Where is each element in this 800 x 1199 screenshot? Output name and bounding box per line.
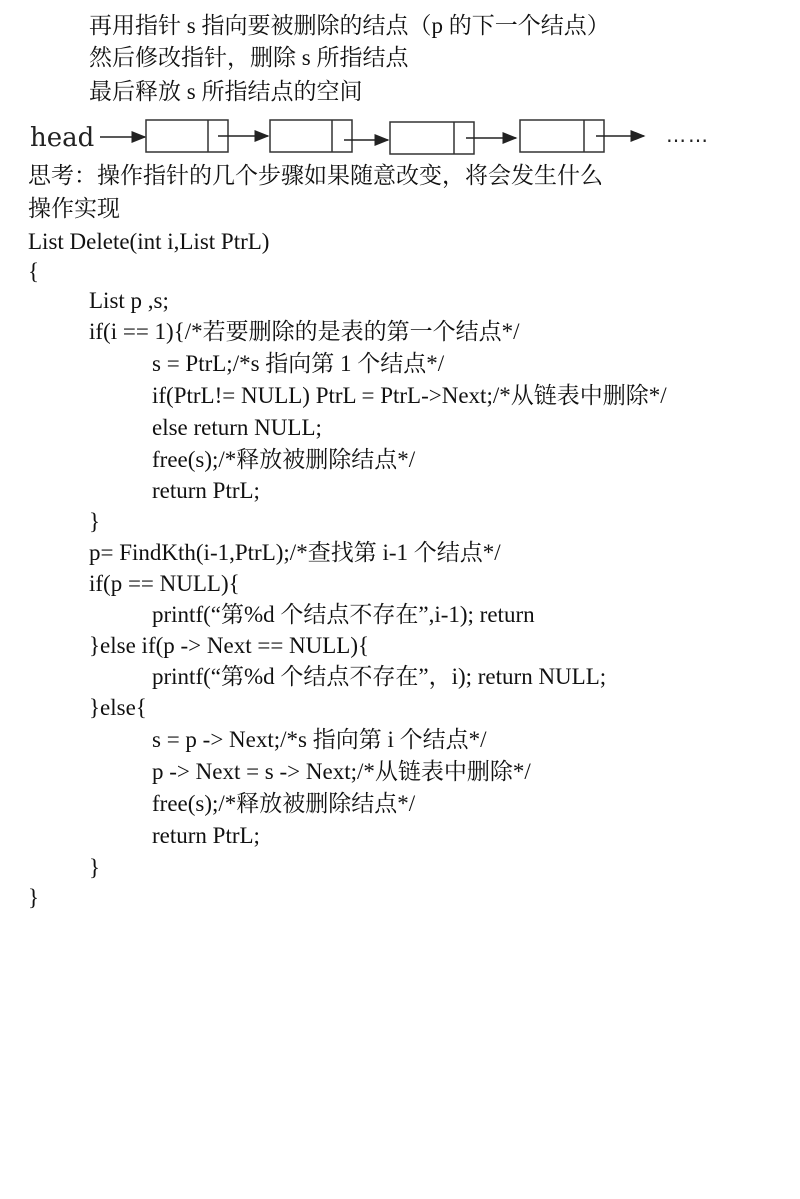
- intro-line-3: 最后释放 s 所指结点的空间: [89, 79, 363, 104]
- code-line: }: [28, 885, 40, 910]
- code-line: {: [28, 259, 40, 284]
- impl-heading: 操作实现: [28, 196, 120, 221]
- code-line: else return NULL;: [152, 415, 322, 440]
- list-node-1: [146, 120, 228, 152]
- think-line: 思考：操作指针的几个步骤如果随意改变，将会发生什么: [28, 163, 603, 188]
- code-line: }: [89, 855, 101, 880]
- code-line: printf(“第%d 个结点不存在”，i); return NULL;: [152, 664, 607, 689]
- code-line: List Delete(int i,List PtrL): [28, 229, 270, 254]
- code-line: return PtrL;: [152, 823, 260, 848]
- code-line: List p ,s;: [89, 288, 169, 313]
- code-line: p -> Next = s -> Next;/*从链表中删除*/: [152, 759, 531, 784]
- code-line: }: [89, 509, 101, 534]
- code-line: if(p == NULL){: [89, 571, 240, 596]
- code-line: p= FindKth(i-1,PtrL);/*查找第 i-1 个结点*/: [89, 540, 501, 565]
- intro-line-1: 再用指针 s 指向要被删除的结点（p 的下一个结点）: [89, 13, 610, 38]
- code-line: printf(“第%d 个结点不存在”,i-1); return: [152, 602, 535, 627]
- code-line: s = PtrL;/*s 指向第 1 个结点*/: [152, 351, 445, 376]
- code-line: if(i == 1){/*若要删除的是表的第一个结点*/: [89, 319, 520, 344]
- code-line: free(s);/*释放被删除结点*/: [152, 447, 416, 472]
- intro-line-2: 然后修改指针，删除 s 所指结点: [89, 45, 409, 70]
- ellipsis: ……: [666, 123, 710, 147]
- list-node-4: [520, 120, 604, 152]
- linked-list-diagram: [28, 114, 748, 160]
- code-line: if(PtrL!= NULL) PtrL = PtrL->Next;/*从链表中删除*/: [152, 383, 667, 408]
- list-node-3: [390, 122, 474, 154]
- code-line: s = p -> Next;/*s 指向第 i 个结点*/: [152, 727, 487, 752]
- code-line: free(s);/*释放被删除结点*/: [152, 791, 416, 816]
- head-label: head: [30, 123, 95, 153]
- code-line: }else if(p -> Next == NULL){: [89, 633, 370, 658]
- list-node-2: [270, 120, 352, 152]
- code-line: }else{: [89, 695, 147, 720]
- code-line: return PtrL;: [152, 478, 260, 503]
